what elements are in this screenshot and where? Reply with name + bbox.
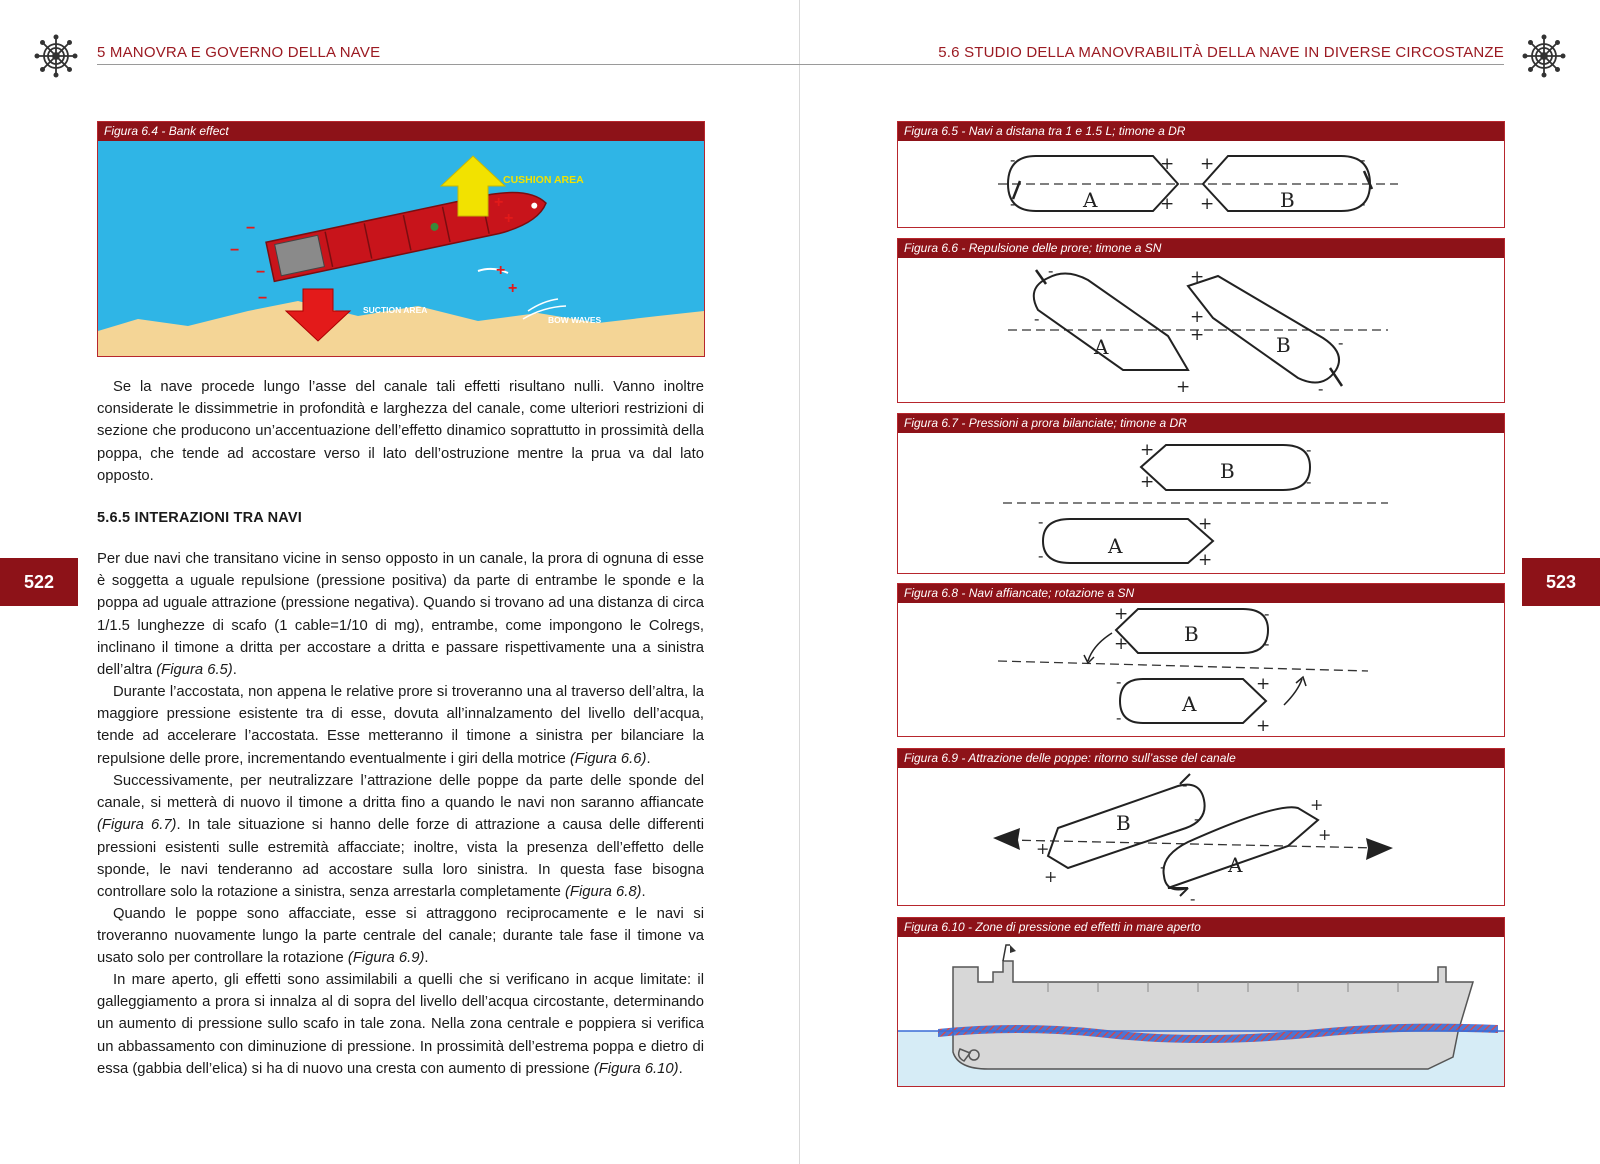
svg-text:+: + [1036,839,1050,858]
ships-diagram [898,141,1504,227]
chapter-header: 5 MANOVRA E GOVERNO DELLA NAVE [97,44,381,61]
bow-waves-label: BOW WAVES [548,315,602,325]
svg-text:+: + [1198,550,1213,570]
svg-text:-: - [1264,604,1270,623]
svg-text:+: + [1200,194,1215,214]
figure-6-10 [897,917,1505,1087]
figure-6-8 [897,583,1505,737]
header-rule [97,64,800,65]
svg-text:+: + [1198,514,1213,534]
svg-text:+: + [1176,377,1191,397]
svg-text:A: A [1228,853,1243,877]
figure-caption: Figura 6.9 - Attrazione delle poppe: ritorno sull’asse del canale [898,749,1504,768]
svg-text:+: + [1256,674,1271,694]
figure-6-6 [897,238,1505,403]
ship-b-label: B [1280,188,1295,212]
svg-text:-: - [1116,672,1122,691]
svg-text:-: - [1038,512,1044,531]
svg-text:+: + [1318,825,1332,844]
right-page [800,0,1600,1164]
svg-text:+: + [1310,795,1324,814]
svg-text:-: - [1306,472,1312,491]
svg-text:-: - [1318,379,1324,398]
svg-text:A: A [1108,534,1123,558]
svg-text:-: - [1306,440,1312,459]
svg-text:-: - [1360,150,1366,169]
svg-text:-: - [1190,889,1196,905]
figure-caption: Figura 6.8 - Navi affiancate; rotazione a SN [898,584,1504,603]
svg-text:−: − [258,290,268,307]
paragraph-3: Durante l’accostata, non appena le relative prore si troveranno una al traverso dell’altra, la maggiore pressione esistente tra di esse, dovuta all’innalzamento del livello dell’acqua, tende ad accelerare l’accostata. Esse metteranno il timone a sinistra per bilanciare la repulsione delle prore, incrementando eventualmente i giri della motrice (Figura 6.6). [97,684,704,767]
svg-text:-: - [1160,857,1166,876]
ships-diagram [898,603,1504,736]
figure-6-7 [897,413,1505,574]
paragraph-6: In mare aperto, gli effetti sono assimilabili a quelli che si verificano in acque limitate: il galleggiamento a prora si innalza al di sopra del livello dell’acqua circostante, determinando un aumento di pressione sullo scafo in tale zona. Nella zona centrale e poppiera si verifica un abbassamento con diminuzione di pressione. In prossimità dell’estrema poppa e dietro di essa (gabbia dell’elica) si ha di nuovo una cresta con aumento di pressione (Figura 6.10). [97,972,704,1077]
svg-text:-: - [1116,708,1122,727]
svg-text:+: + [1114,604,1129,624]
figure-6-5 [897,121,1505,228]
svg-text:+: + [1160,194,1175,214]
figure-caption: Figura 6.7 - Pressioni a prora bilanciate; timone a DR [898,414,1504,433]
svg-text:-: - [1048,261,1054,280]
svg-text:+: + [1190,325,1205,345]
svg-text:A: A [1182,692,1197,716]
svg-text:+: + [1256,716,1271,736]
ships-diagram [898,768,1504,905]
svg-text:-: - [1264,634,1270,653]
svg-text:-: - [1010,150,1016,169]
figure-6-9 [897,748,1505,906]
svg-text:+: + [1114,634,1129,654]
svg-text:B: B [1184,622,1199,646]
svg-text:-: - [1194,809,1200,828]
cushion-area-label: CUSHION AREA [503,174,584,186]
svg-text:-: - [1338,333,1344,352]
svg-text:+: + [1140,440,1155,460]
ships-diagram [898,258,1504,402]
page-number-tab: 522 [0,558,78,606]
paragraph-4: Successivamente, per neutralizzare l’attrazione delle poppe da parte delle sponde del canale, si metterà di nuovo il timone a dritta fino a quando le navi non saranno affiancate (Figura 6.7). In tale situazione si hanno delle forze di attrazione a causa delle differenti pressioni esistenti sulle estremità affacciate; inoltre, vista la presenza dell’effetto delle sponde, le navi tenderanno ad accostare sulla loro sinistra. In questa fase bisogna controllare solo la rotazione a sinistra, senza arrestarla completamente (Figura 6.8). [97,773,704,901]
ship-wheel-icon [1522,34,1566,78]
section-header: 5.6 STUDIO DELLA MANOVRABILITÀ DELLA NAVE IN DIVERSE CIRCOSTANZE [938,44,1504,61]
svg-text:−: − [256,264,266,281]
figure-caption: Figura 6.6 - Repulsione delle prore; timone a SN [898,239,1504,258]
header-rule [800,64,1504,65]
svg-text:-: - [1182,775,1188,794]
svg-text:-: - [1360,194,1366,213]
svg-text:-: - [1034,309,1040,328]
svg-text:−: − [246,220,256,237]
section-title: 5.6.5 INTERAZIONI TRA NAVI [97,510,302,526]
ship-a-label: A [1083,188,1098,212]
open-sea-pressure-illustration [898,937,1504,1086]
svg-text:+: + [496,262,506,279]
svg-text:+: + [1140,472,1155,492]
svg-text:B: B [1116,811,1131,835]
figure-6-4 [97,121,705,357]
suction-area-label: SUCTION AREA [363,305,428,315]
ship-wheel-icon [34,34,78,78]
figure-caption: Figura 6.4 - Bank effect [98,122,704,141]
svg-text:−: − [230,242,240,259]
svg-text:+: + [494,194,504,211]
svg-text:A: A [1094,335,1109,359]
svg-text:B: B [1276,333,1291,357]
svg-text:+: + [1190,267,1205,287]
figure-caption: Figura 6.10 - Zone di pressione ed effetti in mare aperto [898,918,1504,937]
svg-text:+: + [1200,154,1215,174]
svg-text:+: + [1190,307,1205,327]
paragraph-5: Quando le poppe sono affacciate, esse si attraggono reciprocamente e le navi si troveranno nuovamente lungo la parte centrale del canale; durante tale fase il timone va usato solo per controllare la rotazione (Figura 6.9). [97,906,704,967]
svg-text:B: B [1220,459,1235,483]
page-number-tab: 523 [1522,558,1600,606]
paragraph-1: Se la nave procede lungo l’asse del canale tali effetti risultano nulli. Vanno inoltre considerate le dissimmetrie in profondità e larghezza del canale, come ulteriori restrizioni di sezione che producono un’accentuazione dell’effetto dinamico soprattutto in prossimità della poppa, che tende ad accostare verso il lato dell’ostruzione mentre la prua va dal lato opposto. [97,379,704,484]
figure-caption: Figura 6.5 - Navi a distana tra 1 e 1.5 L; timone a DR [898,122,1504,141]
svg-text:+: + [1160,154,1175,174]
bank-effect-illustration [98,141,704,356]
svg-text:+: + [504,210,514,227]
ships-diagram [898,433,1504,573]
svg-text:+: + [508,280,518,297]
svg-text:-: - [1038,546,1044,565]
paragraph-2: Per due navi che transitano vicine in senso opposto in un canale, la prora di ognuna di esse è soggetta a uguale repulsione (pressione positiva) da parte di entrambe le sponde e la poppa ad uguale attrazione (pressione negativa). Quando si trovano ad una distanza di circa 1/1.5 lunghezze di scafo (1 cable=1/10 di mg), entrambe, come impongono le Colregs, inclinano il timone a dritta per accostare a dritta e passare rispettivamente una a sinistra dell’altra (Figura 6.5). [97,551,704,679]
svg-text:+: + [1044,867,1058,886]
svg-text:-: - [1010,194,1016,213]
